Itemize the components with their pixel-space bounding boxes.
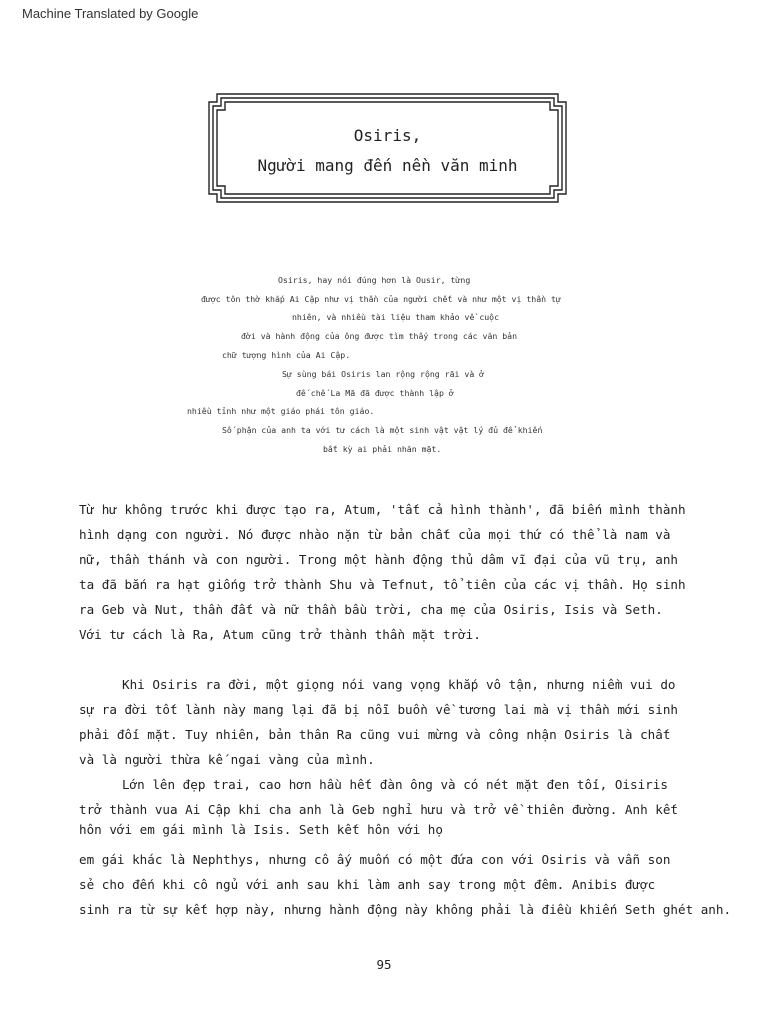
intro-line: Sự sùng bái Osiris lan rộng rộng rãi và ở — [282, 369, 485, 379]
intro-line: được tôn thờ khắp Ai Cập như vị thần của người chết và như một vị thần tự — [201, 294, 561, 304]
body-line: trở thành vua Ai Cập khi cha anh là Geb nghỉ hưu và trở về thiên đường. Anh kết — [79, 802, 678, 817]
body-line: ra Geb và Nut, thần đất và nữ thần bầu trời, cha mẹ của Osiris, Isis và Seth. — [79, 602, 663, 617]
body-line: hôn với em gái mình là Isis. Seth kết hôn với họ — [79, 822, 443, 837]
intro-line: đời và hành động của ông được tìm thấy trong các văn bản — [241, 331, 518, 341]
body-line: Khi Osiris ra đời, một giọng nói vang vọng khắp vô tận, nhưng niềm vui do — [122, 677, 676, 692]
machine-translated-header: Machine Translated by Google — [22, 6, 199, 21]
body-line: em gái khác là Nephthys, nhưng cô ấy muốn có một đứa con với Osiris và vẫn son — [79, 852, 671, 867]
body-line: sẻ cho đến khi cô ngủ với anh sau khi làm anh say trong một đêm. Anibis được — [79, 877, 656, 892]
title-line-2: Người mang đến nền văn minh — [257, 156, 518, 175]
body-line: Từ hư không trước khi được tạo ra, Atum, 'tất cả hình thành', đã biến mình thành — [79, 502, 686, 517]
body-line: sự ra đời tốt lành này mang lại đã bị nỗi buồn về tương lai mà vị thần mới sinh — [79, 702, 678, 717]
intro-line: đế chế La Mã đã được thành lập ở — [296, 388, 454, 398]
intro-line: Số phận của anh ta với tư cách là một sinh vật vật lý đủ để khiến — [222, 425, 543, 435]
title-frame — [207, 92, 568, 204]
body-line: hình dạng con người. Nó được nhào nặn từ bản chất của mọi thứ có thể là nam và — [79, 527, 671, 542]
page-number: 95 — [376, 957, 392, 972]
body-line: sinh ra từ sự kết hợp này, nhưng hành động này không phải là điều khiến Seth ghét anh. — [79, 902, 732, 917]
body-line: nữ, thần thánh và con người. Trong một hành động thủ dâm vĩ đại của vũ trụ, anh — [79, 552, 678, 567]
intro-line: nhiên, và nhiều tài liệu tham khảo về cuộc — [292, 312, 500, 322]
ornamental-border-icon — [207, 92, 568, 204]
intro-line: bất kỳ ai phải nhăn mặt. — [323, 444, 442, 454]
body-line: ta đã bắn ra hạt giống trở thành Shu và Tefnut, tổ tiên của các vị thần. Họ sinh — [79, 577, 686, 592]
intro-line: chữ tượng hình của Ai Cập. — [222, 350, 351, 360]
body-line: và là người thừa kế ngai vàng của mình. — [79, 752, 375, 767]
body-line: phải đối mặt. Tuy nhiên, bản thân Ra cũng vui mừng và công nhận Osiris là chất — [79, 727, 671, 742]
title-line-1: Osiris, — [353, 126, 422, 145]
body-line: Lớn lên đẹp trai, cao hơn hầu hết đàn ông và có nét mặt đen tối, Oisiris — [122, 777, 668, 792]
body-line: Với tư cách là Ra, Atum cũng trở thành thần mặt trời. — [79, 627, 481, 642]
intro-line: Osiris, hay nói đúng hơn là Ousir, từng — [278, 275, 471, 285]
intro-line: nhiều tỉnh như một giáo phái tôn giáo. — [187, 406, 375, 416]
